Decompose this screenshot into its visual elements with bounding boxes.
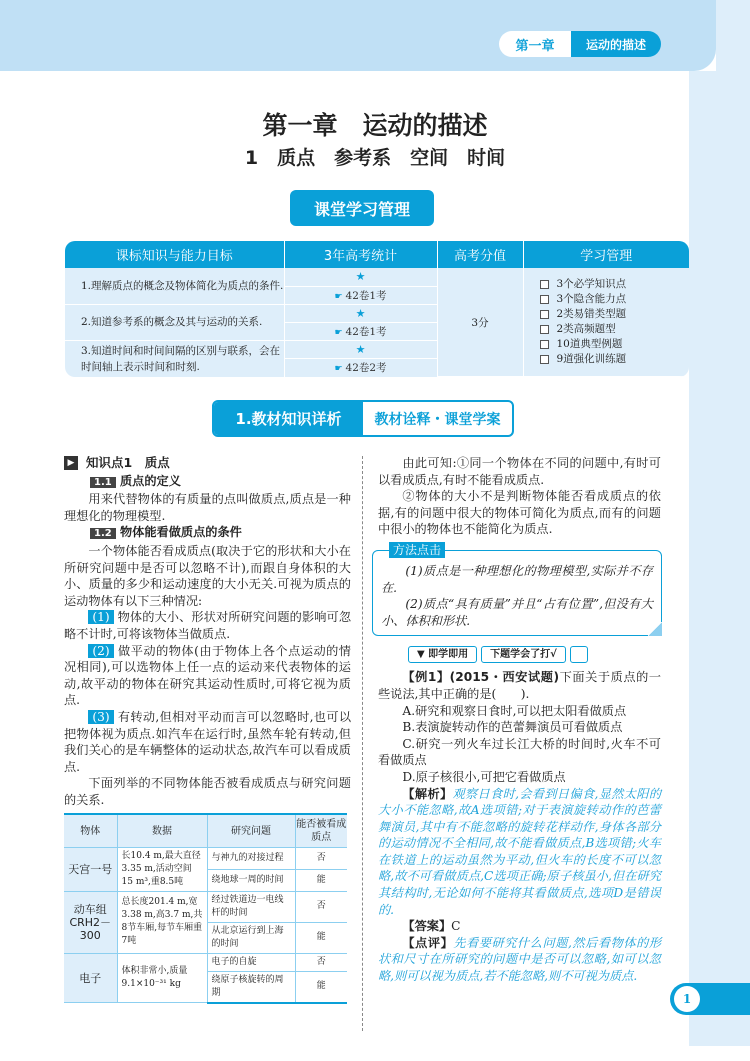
method-tip: (2)质点“具有质量”并且“占有位置”,但没有大小、体积和形状. [381, 597, 653, 628]
knowledge-point-title: 知识点1 质点 [86, 455, 170, 470]
col-header: 能否被看成质点 [295, 814, 347, 847]
subsection-title: 质点的定义 [119, 473, 181, 488]
comment-text: 先看要研究什么问题,然后看物体的形状和尺寸在所研究的问题中是否可以忽略,如可以忽略,则可以视为质点,若不能忽略,则不可视为质点. [378, 935, 662, 984]
answer: 能 [295, 869, 347, 891]
practice-toolbar [408, 646, 661, 663]
object-data: 长10.4 m,最大直径3.35 m,活动空间15 m³,重8.5吨 [117, 847, 207, 891]
answer: 否 [295, 847, 347, 869]
class-management-heading: 课堂学习管理 [290, 190, 434, 226]
practice-label: ▼ 即学即用 [408, 646, 477, 663]
answer: 能 [295, 971, 347, 1003]
question: 绕地球一周的时间 [207, 869, 295, 891]
exam-stat: 42卷1考 [345, 289, 387, 302]
chapter-tab [499, 31, 661, 57]
subsection-title: 物体能看做质点的条件 [119, 525, 242, 540]
case-tag: (3) [88, 710, 113, 724]
play-arrow-icon: ▶ [64, 456, 78, 470]
checkbox[interactable] [540, 295, 549, 304]
star-icon: ★ [355, 342, 366, 356]
answer-value: C [451, 919, 461, 934]
case-text: 做平动的物体(由于物体上各个点运动的情况相同),可以选物体上任一点的运动来代表物体的运动,故平动的物体在研究其运动性质时,可将它视为质点. [64, 643, 351, 708]
question: 与神九的对接过程 [207, 847, 295, 869]
object-table [64, 813, 347, 1004]
example-label: 【例1】(2015・西安试题) [402, 670, 560, 685]
goal-text: 3.知道时间和时间间隔的区别与联系，会在时间轴上表示时间和时刻. [65, 340, 284, 376]
question: 绕原子核旋转的周期 [207, 971, 295, 1003]
question: 经过铁道边一电线杆的时间 [207, 891, 295, 922]
answer: 否 [295, 891, 347, 922]
example-question: 下面关于质点的一些说法,其中正确的是( ). [378, 670, 662, 701]
answer: 否 [295, 953, 347, 971]
analysis-text: 观察日食时,会看到日偏食,显然太阳的大小不能忽略,故A选项错;对于表演旋转动作的芭蕾舞演员,其中有不能忽略的旋转花样动作,身体各部分的运动情况不全相同,故不能看做质点,B选项错;火车在铁道上的运动虽然为平动,但火车的长度不可以忽略,故不可看做质点,C选项正确;原子核虽小,但在研究其结构时,无论如何不能将其看做质点,选项D是错误的. [378, 786, 662, 917]
chapter-name: 运动的描述 [571, 31, 661, 57]
page-fold-icon [648, 622, 662, 636]
section-tag: 1.1 [90, 477, 116, 488]
exam-stat: 42卷1考 [345, 325, 387, 338]
left-column [64, 455, 351, 1004]
object-name: 天宫一号 [64, 847, 117, 891]
goal-text: 1.理解质点的概念及物体简化为质点的条件. [65, 268, 284, 304]
page-number: 1 [674, 986, 700, 1012]
section-banner [212, 400, 514, 437]
method-tip-label: 方法点击 [389, 542, 445, 558]
option: B.表演旋转动作的芭蕾舞演员可看做质点 [402, 720, 623, 735]
analysis-label: 【解析】 [402, 786, 453, 801]
col-header: 3年高考统计 [284, 241, 437, 268]
checkbox[interactable] [540, 280, 549, 289]
pointing-hand-icon: ☛ [334, 291, 343, 302]
section-title: 1.教材知识详析 [214, 402, 363, 435]
col-header: 学习管理 [523, 241, 689, 268]
section-subtitle: 教材诠释・课堂学案 [374, 411, 501, 428]
case-text: 物体的大小、形状对所研究问题的影响可忽略不计时,可将该物体当做质点. [64, 610, 352, 641]
method-tip: (1)质点是一种理想化的物理模型,实际并不存在. [381, 563, 653, 595]
column-divider [362, 456, 363, 1031]
paragraph: ②物体的大小不是判断物体能否看成质点的依据,有的问题中很大的物体可简化为质点,而有的问题中很小的物体也不能简化为质点. [378, 489, 661, 537]
check-instruction: 下题学会了打√ [481, 646, 566, 663]
case-tag: (1) [88, 610, 113, 624]
question: 电子的自旋 [207, 953, 295, 971]
object-data: 总长度201.4 m,宽3.38 m,高3.7 m,共8节车厢,每节车厢重7吨 [117, 891, 207, 953]
checkbox[interactable] [540, 310, 549, 319]
answer: 能 [295, 922, 347, 953]
option: A.研究和观察日食时,可以把太阳看做质点 [402, 703, 627, 718]
pointing-hand-icon: ☛ [334, 364, 343, 375]
method-tip-box [372, 542, 662, 636]
check-box[interactable] [570, 646, 588, 663]
exam-stat: 42卷2考 [345, 362, 387, 375]
checklist-item: 9道强化训练题 [556, 353, 627, 366]
goals-table [65, 241, 689, 377]
checklist-item: 3个必学知识点 [556, 278, 627, 291]
paragraph: 用来代替物体的有质量的点叫做质点,质点是一种理想化的物理模型. [64, 492, 351, 523]
checklist-item: 2类易错类型题 [556, 308, 627, 321]
checkbox[interactable] [540, 325, 549, 334]
score-value: 3分 [437, 268, 523, 376]
case-text: 有转动,但相对平动而言可以忽略时,也可以把物体视为质点.如汽车在运行时,虽然车轮有转动,但我们关心的是车辆整体的运动状态,故汽车可以看成质点. [64, 709, 352, 774]
col-header: 课标知识与能力目标 [65, 241, 284, 268]
option: D.原子核很小,可把它看做质点 [402, 769, 566, 784]
paragraph: 一个物体能否看成质点(取决于它的形状和大小在所研究问题中是否可以忽略不计),而跟自身体积的大小、质量的多少和运动速度的大小无关.可视为质点的运动物体有以下三种情况: [64, 543, 351, 608]
checkbox[interactable] [540, 355, 549, 364]
object-name: 电子 [64, 953, 117, 1003]
margin-strip [689, 71, 750, 1046]
col-header: 研究问题 [207, 814, 295, 847]
chapter-number: 第一章 [499, 31, 571, 57]
page-title: 第一章 运动的描述 [262, 111, 488, 140]
question: 从北京运行到上海的时间 [207, 922, 295, 953]
right-column [378, 455, 661, 985]
object-name: 动车组 CRH2－300 [64, 891, 117, 953]
col-header: 高考分值 [437, 241, 523, 268]
goal-text: 2.知道参考系的概念及其与运动的关系. [65, 304, 284, 340]
star-icon: ★ [355, 270, 366, 284]
checklist-item: 10道典型例题 [556, 338, 623, 351]
col-header: 数据 [117, 814, 207, 847]
star-icon: ★ [355, 306, 366, 320]
page-number-tab [670, 983, 750, 1015]
col-header: 物体 [64, 814, 117, 847]
comment-label: 【点评】 [402, 935, 454, 950]
page-subtitle: 1 质点 参考系 空间 时间 [244, 147, 506, 169]
object-data: 体积非常小,质量9.1×10⁻³¹ kg [117, 953, 207, 1003]
section-tag: 1.2 [90, 528, 116, 539]
paragraph: 由此可知:①同一个物体在不同的问题中,有时可以看成质点,有时不能看成质点. [378, 456, 661, 487]
pointing-hand-icon: ☛ [334, 327, 343, 338]
checkbox[interactable] [540, 340, 549, 349]
answer-label: 【答案】 [402, 919, 452, 934]
case-tag: (2) [88, 644, 113, 658]
margin-strip-top [716, 0, 750, 71]
checklist-item: 2类高频题型 [556, 323, 616, 336]
checklist-item: 3个隐含能力点 [556, 293, 627, 306]
option: C.研究一列火车过长江大桥的时间时,火车不可看做质点 [378, 736, 661, 768]
checklist [523, 268, 689, 376]
paragraph: 下面列举的不同物体能否被看成质点与研究问题的关系. [64, 776, 351, 807]
